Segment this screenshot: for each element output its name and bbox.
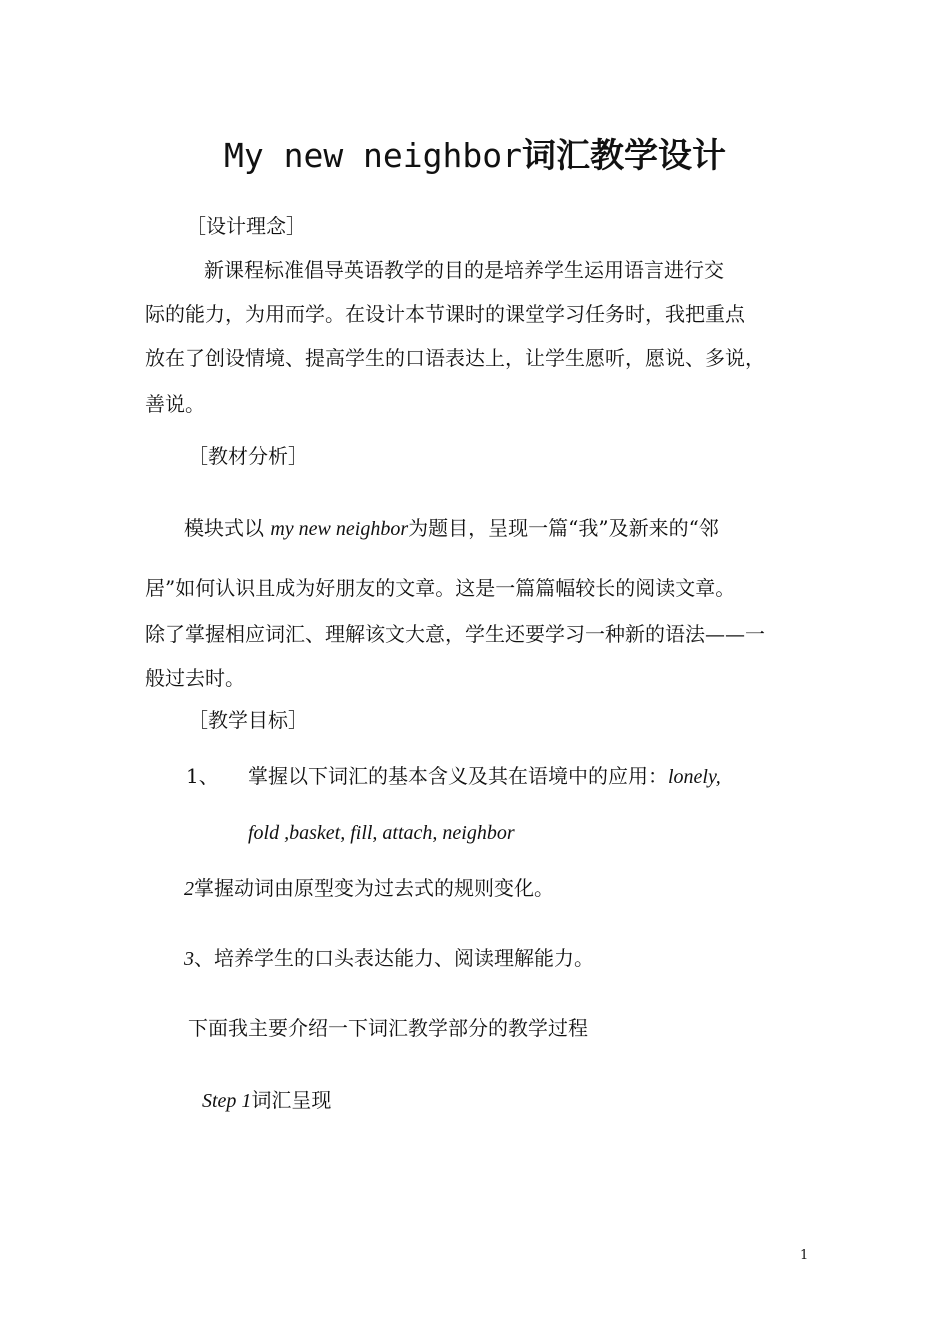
goal-1-word: lonely, xyxy=(668,766,721,788)
goal-1-words-cont xyxy=(248,818,515,847)
analysis-line-1-prefix: 模块式以 xyxy=(184,516,264,540)
heading-design-concept: ［设计理念］ xyxy=(186,214,306,238)
goal-2-text: 掌握动词由原型变为过去式的规则变化。 xyxy=(194,876,554,900)
goal-1 xyxy=(248,762,721,791)
goal-1-text: 掌握以下词汇的基本含义及其在语境中的应用： xyxy=(248,764,668,788)
step-1-label: Step 1 xyxy=(202,1090,252,1112)
analysis-line-1-suffix: 为题目，呈现一篇“我”及新来的“邻 xyxy=(408,516,719,540)
concept-line-1: 新课程标准倡导英语教学的目的是培养学生运用语言进行交 xyxy=(204,258,724,282)
page-number: 1 xyxy=(800,1248,809,1263)
goal-3 xyxy=(184,944,594,973)
concept-line-3: 放在了创设情境、提高学生的口语表达上，让学生愿听，愿说、多说， xyxy=(145,346,765,370)
analysis-line-4: 般过去时。 xyxy=(145,666,245,690)
analysis-line-1-italic: my new neighbor xyxy=(270,518,409,540)
title-chinese: 词汇教学设计 xyxy=(522,136,726,176)
concept-line-2: 际的能力，为用而学。在设计本节课时的课堂学习任务时，我把重点 xyxy=(145,302,745,326)
goal-1-words: fold ,basket, fill, attach, neighbor xyxy=(248,822,515,844)
goal-2 xyxy=(184,874,554,903)
goal-3-text: 、培养学生的口头表达能力、阅读理解能力。 xyxy=(194,946,594,970)
goal-1-number: 1、 xyxy=(186,764,219,788)
intro-text: 下面我主要介绍一下词汇教学部分的教学过程 xyxy=(188,1016,588,1040)
heading-material-analysis: ［教材分析］ xyxy=(188,444,308,468)
step-1-text: 词汇呈现 xyxy=(251,1088,332,1112)
analysis-line-1 xyxy=(184,514,719,543)
title-english: My new neighbor xyxy=(223,136,522,175)
heading-teaching-goals: ［教学目标］ xyxy=(188,708,308,732)
analysis-line-2: 居”如何认识且成为好朋友的文章。这是一篇篇幅较长的阅读文章。 xyxy=(145,576,736,600)
analysis-line-3: 除了掌握相应词汇、理解该文大意，学生还要学习一种新的语法——一 xyxy=(145,622,765,646)
goal-2-number: 2 xyxy=(184,878,194,900)
goal-3-number: 3 xyxy=(184,948,194,970)
concept-line-4: 善说。 xyxy=(145,392,205,416)
document-title xyxy=(0,128,950,177)
step-1 xyxy=(202,1086,331,1115)
